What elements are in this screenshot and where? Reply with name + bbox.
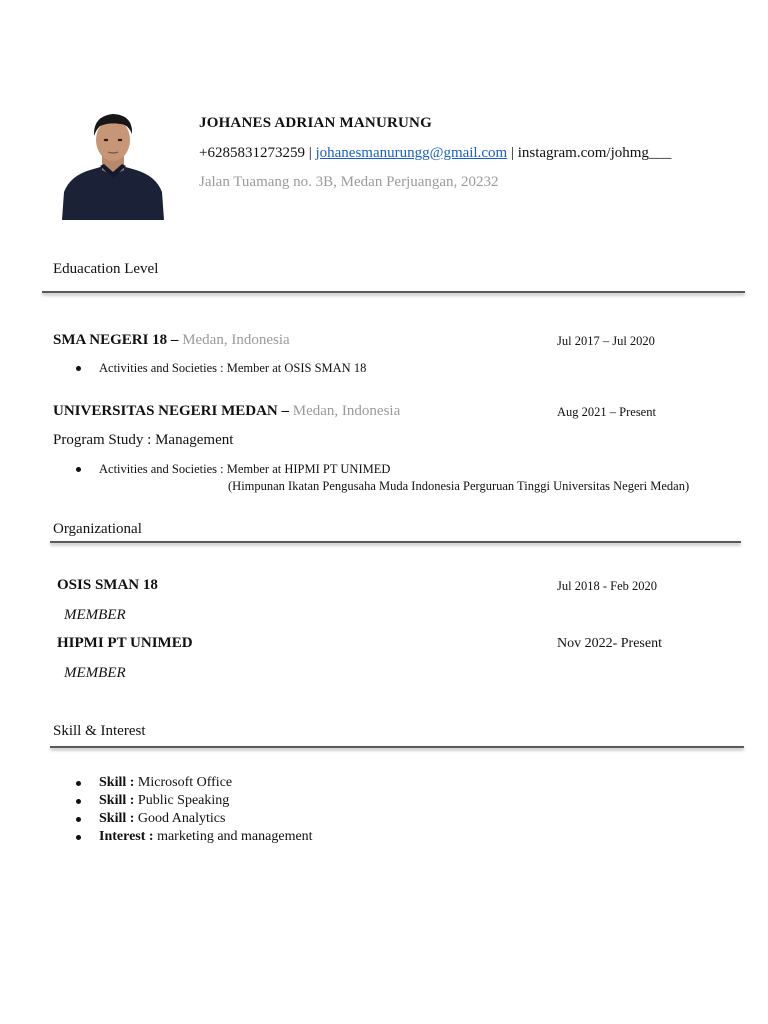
section-heading-organizational: Organizational (53, 521, 142, 537)
school-location: Medan, Indonesia (178, 332, 290, 348)
applicant-name: JOHANES ADRIAN MANURUNG (199, 115, 432, 131)
skill-item (99, 775, 232, 791)
skill-value: Public Speaking (134, 793, 230, 808)
skill-item (99, 811, 225, 827)
skill-label: Skill : (99, 811, 135, 826)
skill-label: Skill : (99, 793, 135, 808)
skill-value: Good Analytics (134, 811, 226, 826)
profile-photo-image (60, 110, 166, 220)
skill-value: Microsoft Office (134, 775, 233, 790)
bullet-icon (76, 467, 81, 472)
education-date: Jul 2017 – Jul 2020 (557, 334, 655, 348)
organization-date: Jul 2018 - Feb 2020 (557, 579, 657, 593)
organization-role: MEMBER (64, 607, 126, 623)
education-school (53, 332, 290, 349)
contact-separator: | (304, 145, 316, 161)
interest-label: Interest : (99, 829, 154, 844)
instagram-handle: instagram.com/johmg___ (517, 145, 672, 161)
skill-item (99, 793, 229, 809)
skill-label: Skill : (99, 775, 135, 790)
education-date: Aug 2021 – Present (557, 405, 656, 419)
school-location: Medan, Indonesia (289, 403, 401, 419)
address: Jalan Tuamang no. 3B, Medan Perjuangan, 20232 (199, 174, 499, 190)
email-link[interactable]: johanesmanurungg@gmail.com (315, 145, 508, 161)
profile-photo (60, 110, 166, 220)
school-name: UNIVERSITAS NEGERI MEDAN – (53, 403, 290, 419)
contact-separator: | (507, 145, 518, 161)
bullet-icon (76, 799, 81, 804)
contact-line (199, 145, 671, 162)
interest-item (99, 829, 313, 845)
education-activity: Activities and Societies : Member at OSIS SMAN 18 (99, 361, 367, 375)
program-study: Program Study : Management (53, 432, 234, 448)
education-school (53, 403, 400, 420)
organization-name: OSIS SMAN 18 (57, 577, 158, 593)
organization-date: Nov 2022- Present (557, 636, 662, 651)
bullet-icon (76, 366, 81, 371)
organization-name: HIPMI PT UNIMED (57, 635, 193, 651)
interest-value: marketing and management (153, 829, 313, 844)
section-divider (50, 746, 744, 748)
section-divider (42, 291, 745, 293)
section-divider (50, 541, 741, 543)
section-heading-skills: Skill & Interest (53, 723, 146, 739)
organization-role: MEMBER (64, 665, 126, 681)
school-name: SMA NEGERI 18 – (53, 332, 179, 348)
section-heading-education: Eduacation Level (53, 261, 159, 277)
bullet-icon (76, 817, 81, 822)
education-activity: Activities and Societies : Member at HIPMI PT UNIMED (99, 462, 391, 476)
bullet-icon (76, 835, 81, 840)
bullet-icon (76, 781, 81, 786)
education-activity-detail: (Himpunan Ikatan Pengusaha Muda Indonesia Perguruan Tinggi Universitas Negeri Medan) (228, 479, 690, 493)
phone-number: +6285831273259 (199, 145, 305, 161)
